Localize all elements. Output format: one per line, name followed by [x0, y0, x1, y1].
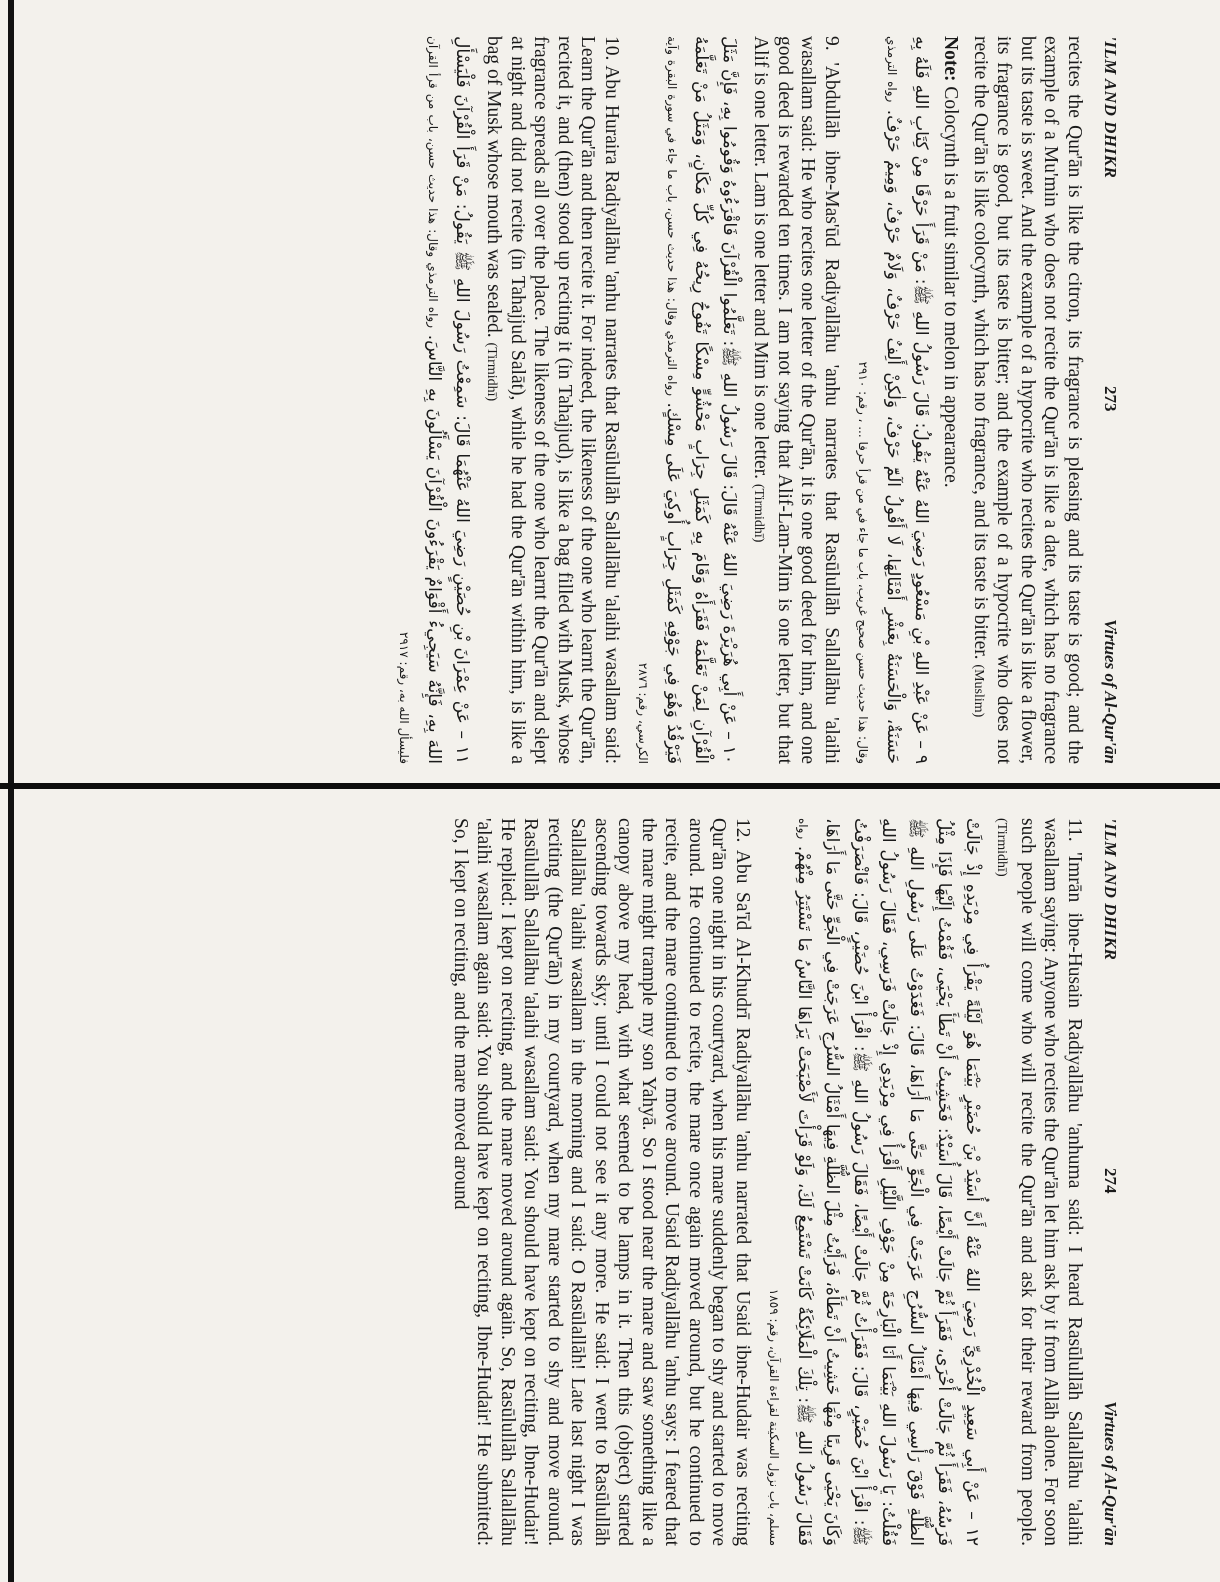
arabic-text: ١٢ – عَنْ أَبِي سَعِيدٍ الْخُدْرِيِّ رَضِيَ اللهُ عَنْهُ أَنَّ أُسَيْدَ بْنَ حُضَيْرٍ بَيْنَمَا هُوَ لَيْلَةً يَقْرَأُ فِي مِرْبَدِهِ إِذْ جَالَتْ فَرَسُهُ، فَقَرَأَ ثُمَّ جَالَتْ أُخْرَى، فَقَرَأَ ثُمَّ جَالَتْ أَيْضًا، قَالَ أُسَيْدٌ: فَخَشِيتُ أَنْ تَطَأَ يَحْيَى، فَقُمْتُ إِلَيْهَا فَإِذَا مِثْلُ الظُّلَّةِ فَوْقَ رَأْسِي فِيهَا أَمْثَالُ السُّرُجِ عَرَجَتْ فِي الْجَوِّ حَتَّى مَا أَرَاهَا، قَالَ: فَغَدَوْتُ عَلَى رَسُولِ اللهِ ﷺ فَقُلْتُ: يَا رَسُولَ اللهِ بَيْنَمَا أَنَا الْبَارِحَةَ مِنْ جَوْفِ اللَّيْلِ أَقْرَأُ فِي مِرْبَدِي إِذْ جَالَتْ فَرَسِي، فَقَالَ رَسُولُ اللهِ ﷺ: اقْرَأْ ابْنَ حُضَيْرٍ، قَالَ: فَقَرَأْتُ ثُمَّ جَالَتْ أَيْضًا، فَقَالَ رَسُولُ اللهِ ﷺ: اقْرَأْ ابْنَ حُضَيْرٍ، قَالَ: فَانْصَرَفْتُ وَكَانَ يَحْيَى قَرِيبًا مِنْهَا خَشِيتُ أَنْ تَطَأَهُ، فَرَأَيْتُ مِثْلَ الظُّلَّةِ فِيهَا أَمْثَالُ السُّرُجِ عَرَجَتْ فِي الْجَوِّ حَتَّى مَا أَرَاهَا، فَقَالَ رَسُولُ اللهِ ﷺ: تِلْكَ الْمَلَائِكَةُ كَانَتْ تَسْتَمِعُ لَكَ، وَلَوْ قَرَأْتَ لَأَصْبَحَتْ يَرَاهَا النَّاسُ مَا تَسْتَتِرُ مِنْهُمْ. [794, 818, 982, 1546]
page-number: 274 [1101, 1168, 1120, 1194]
hadith-10 [480, 36, 623, 764]
hadith-text: 10. Abu Huraira Radiyallāhu 'anhu narrates that Rasūlullāh Sallallāhu 'alaihi wasallam said: Learn the Qur'ān and then recite it. For indeed, the likeness of the one who learnt the Qur'ān, recited it, and (then) stood up reciting it (in Tahajjud), is like a bag filled with Musk, whose fragrance spreads all over the place. The likeness of the one who learnt the Qur'ān and slept at night and did not recite (in Tahajjud Salāt), while he had the Qur'ān within him, is like a bag of Musk whose mouth was sealed. [483, 36, 622, 764]
hadith-text: 12. Abu Sa'īd Al-Khudrī Radiyallāhu 'anhu narrated that Usaid ibne-Hudair was reciting Qur'ān one night in his courtyard, when his mare suddenly began to shy and started to move around. He continued to recite, the mare once again moved around, but he continued to recite, and the mare continued to move around. Usaid Radiyallāhu 'anhu says: I feared that the mare might trample my son Yahyā. So I stood near the mare and saw something like a canopy above my head, with what seemed to be lamps in it. Then this (object) started ascending towards sky; until I could not see it any more. He said: I went to Rasūlullāh Sallallāhu 'alaihi wasallam in the morning and I said: O Rasūlallāh! Late last night I was reciting (the Qur'ān) in my courtyard, when my mare started to shy and move around. Rasūlullāh Sallallāhu 'alaihi wasallam said: You should have kept on reciting, Ibne-Hudair! He replied: I kept on reciting, and the mare moved around again. So, Rasūlullāh Sallallāhu 'alaihi wasallam again said: You should have kept on reciting, Ibne-Hudair! He submitted: So, I kept on reciting, and the mare moved around [450, 818, 753, 1546]
hadith-text: 9. 'Abdullāh ibne-Mas'ūd Radiyallāhu 'anhu narrates that Rasūlullāh Sallallāhu 'alaihi wasallam said: He who recites one letter of the Qur'ān, it is one good deed for him, and one good deed is rewarded ten times. I am not saying that Alif-Lam-Mim is one letter, but that Alif is one letter. Lam is one letter and Mim is one letter. [750, 36, 842, 764]
hadith-9 [747, 36, 843, 764]
arabic-hadith-9 [849, 36, 935, 764]
hadith-source: (Tirmidhī) [751, 483, 767, 543]
book-binding-edge [8, 0, 14, 1582]
hadith-source: (Muslim) [971, 664, 986, 718]
arabic-reference: رواه الترمذي وقال: هذا حديث حسن، باب ما جاء في سورة البقرة وآية الكرسي، رقم: ٢٨٧٦ [636, 36, 679, 764]
arabic-hadith-10 [629, 36, 743, 764]
hadith-12 [449, 818, 755, 1546]
book-title: Virtues of Al-Qur'ān [1101, 619, 1120, 764]
arabic-text: ٩ – عَنْ عَبْدِ اللهِ بْنِ مَسْعُودٍ رَضِيَ اللهُ عَنْهُ يَقُولُ: قَالَ رَسُولُ اللهِ ﷺ: مَنْ قَرَأَ حَرْفًا مِنْ كِتَابِ اللهِ فَلَهُ بِهِ حَسَنَةٌ، وَالْحَسَنَةُ بِعَشْرِ أَمْثَالِهَا، لَا أَقُولُ الٓمّٓ حَرْفٌ، وَلٰكِنْ أَلِفٌ حَرْفٌ، وَلَامٌ حَرْفٌ، وَمِيمٌ حَرْفٌ. [883, 36, 931, 764]
running-head: 'ILM AND DHIKR [1101, 36, 1120, 179]
running-head: 'ILM AND DHIKR [1101, 818, 1120, 961]
arabic-reference: رواه الترمذي وقال: هذا حديث حسن صحيح غريب، باب ما جاء في من قرأ حرفا ... ، رقم: ٢٩١٠ [856, 36, 899, 764]
hadith-text: 11. 'Imrān ibne-Husain Radiyallāhu 'anhuma said: I heard Rasūlullāh Sallallāhu 'alaihi wasallam saying: Anyone who recites the Qur'ān let him ask by it from Allāh alone. For soon such people will come who will recite the Qur'ān and ask for their reward from people. [1017, 818, 1085, 1546]
note [939, 36, 963, 764]
arabic-hadith-12 [760, 818, 986, 1546]
arabic-text: ١١ – عَنْ عِمْرَانَ بْنِ حُصَيْنٍ رَضِيَ اللهُ عَنْهُمَا قَالَ: سَمِعْتُ رَسُولَ اللهِ ﷺ يَقُولُ: مَنْ قَرَأَ الْقُرْآنَ فَلْيَسْأَلِ اللهَ بِهِ، فَإِنَّهُ سَيَجِيءُ أَقْوَامٌ يَقْرَءُونَ الْقُرْآنَ يَسْأَلُونَ بِهِ النَّاسَ. [424, 36, 472, 764]
hadith-text: recites the Qur'ān is like the citron, its fragrance is pleasing and its taste is good; and the example of a Mu'min who does not recite the Qur'ān is like a date, which has no fragrance but its taste is sweet. And the example of a hypocrite who recites the Qur'ān is like a flower, its fragrance is good, but its taste is bitter; and the example of a hypocrite who does not recite the Qur'ān is like colocynth, which has no fragrance, and its taste is bitter. [970, 36, 1085, 764]
page-fold-line [0, 783, 1220, 789]
book-title: Virtues of Al-Qur'ān [1101, 1401, 1120, 1546]
page-header [1100, 818, 1120, 1546]
hadith-11 [990, 818, 1086, 1546]
page-header [1100, 36, 1120, 764]
hadith-source: (Tirmidhī) [484, 342, 500, 402]
hadith-source: (Tirmidhī) [994, 818, 1010, 877]
arabic-reference: رواه الترمذي وقال: هذا حديث حسن، باب من قرأ القرآن فليسأل الله به، رقم: ٢٩١٧ [397, 36, 440, 764]
page-273 [170, 30, 1120, 770]
arabic-text: ١٠ – عَنْ أَبِي هُرَيْرَةَ رَضِيَ اللهُ عَنْهُ قَالَ: قَالَ رَسُولُ اللهِ ﷺ: تَعَلَّمُوا الْقُرْآنَ فَاقْرَءُوهُ وَقُومُوا بِهِ، فَإِنَّ مَثَلَ الْقُرْآنِ لِمَنْ تَعَلَّمَهُ فَقَرَأَهُ وَقَامَ بِهِ كَمَثَلِ جِرَابٍ مَحْشُوٍّ مِسْكًا تَفُوحُ رِيحُهُ فِي كُلِّ مَكَانٍ، وَمَثَلُ مَنْ تَعَلَّمَهُ فَيَرْقُدُ وَهُوَ فِي جَوْفِهِ كَمَثَلِ جِرَابٍ أُوكِيَ عَلَى مِسْكٍ. [663, 36, 739, 764]
page-274 [170, 812, 1120, 1552]
arabic-hadith-11 [390, 36, 476, 764]
arabic-reference: رواه مسلم، باب نزول السكينة لقراءة القرآن، رقم: ١٨٥٩ [767, 818, 810, 1546]
note-text: Colocynth is a fruit similar to melon in appearance. [940, 86, 962, 488]
note-label: Note: [940, 36, 962, 82]
hadith-8-continuation [967, 36, 1087, 764]
page-number: 273 [1101, 386, 1120, 412]
